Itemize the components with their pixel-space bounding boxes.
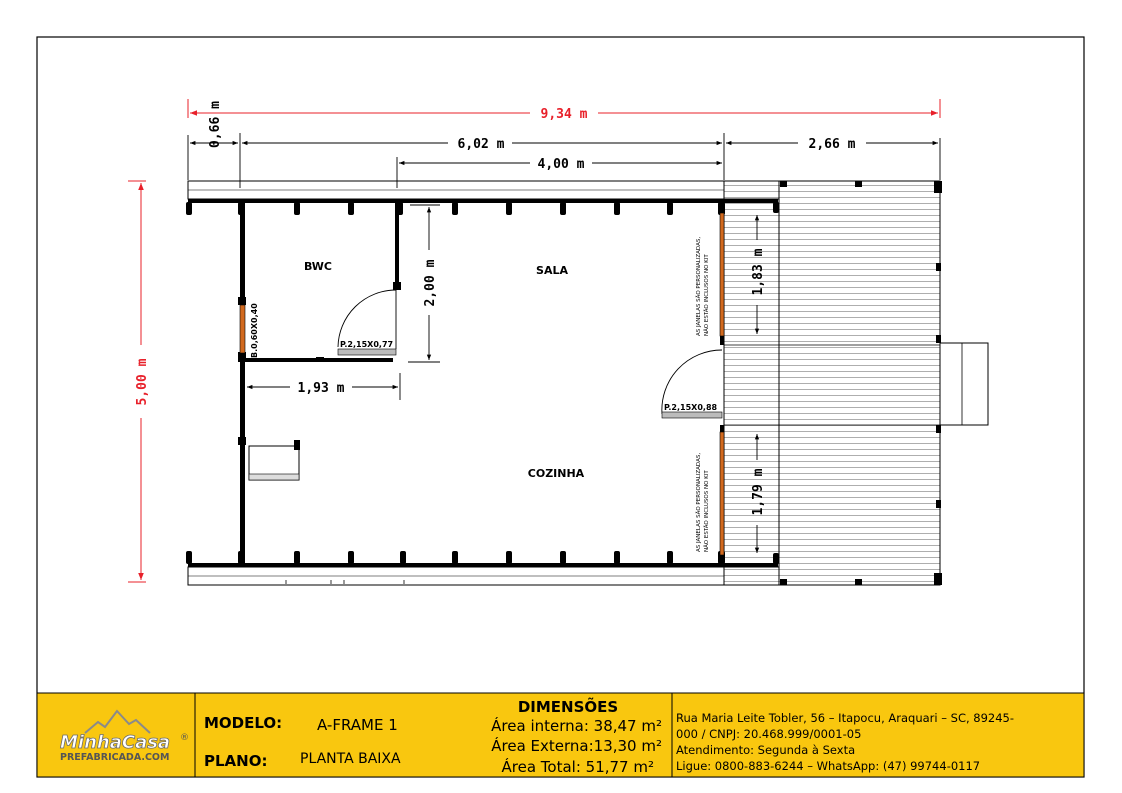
area-interna: Área interna: 38,47 m² xyxy=(491,717,662,735)
dim-window-upper: 1,83 m xyxy=(751,248,766,296)
dim-total-depth: 5,00 m xyxy=(135,358,150,406)
entry-steps xyxy=(940,343,988,425)
dim-bwc-width: 1,93 m xyxy=(297,381,345,396)
room-sala: SALA xyxy=(536,264,568,277)
roof-eaves xyxy=(188,181,779,585)
logo-sub: PREFABRICADA.COM xyxy=(60,752,170,763)
area-total: Área Total: 51,77 m² xyxy=(501,758,654,776)
dim-total-width: 9,34 m xyxy=(540,107,588,122)
walls xyxy=(186,199,779,567)
window-note-lower-2: NÃO ESTÃO INCLUSOS NO KIT xyxy=(704,470,710,552)
kitchen-counter xyxy=(249,440,300,480)
plano-value: PLANTA BAIXA xyxy=(300,751,401,767)
window-upper xyxy=(720,213,724,336)
main-door-label: P.2,15X0,88 xyxy=(664,403,718,412)
address-line2: 000 / CNPJ: 20.468.999/0001-05 xyxy=(676,727,862,741)
room-bwc: BWC xyxy=(304,260,332,273)
dim-window-lower: 1,79 m xyxy=(751,468,766,516)
window-note-lower-1: AS JANELAS SÃO PERSONALIZADAS, xyxy=(696,452,702,552)
plano-label: PLANO: xyxy=(204,752,268,770)
contact: Ligue: 0800-883-6244 – WhatsApp: (47) 99744-0117 xyxy=(676,759,981,773)
modelo-label: MODELO: xyxy=(204,714,283,732)
logo-registered: ® xyxy=(180,733,189,743)
window-lower xyxy=(720,432,724,555)
area-externa: Área Externa:13,30 m² xyxy=(491,737,662,755)
window-note-upper-2: NÃO ESTÃO INCLUSOS NO KIT xyxy=(704,254,710,336)
bwc-door-label: P.2,15X0,77 xyxy=(340,340,394,349)
bwc-window xyxy=(240,305,245,353)
dim-interior-width: 6,02 m xyxy=(457,137,505,152)
modelo-value: A-FRAME 1 xyxy=(317,716,398,734)
dim-sala-width: 4,00 m xyxy=(537,157,585,172)
attendance: Atendimento: Segunda à Sexta xyxy=(676,743,856,757)
title-block xyxy=(37,693,1084,777)
bwc-window-label: B.0,60X0,40 xyxy=(250,303,259,358)
address-line1: Rua Maria Leite Tobler, 56 – Itapocu, Araquari – SC, 89245- xyxy=(676,711,1015,725)
room-cozinha: COZINHA xyxy=(527,467,585,480)
dimensoes-title: DIMENSÕES xyxy=(517,698,619,716)
dim-porch-offset: 0,66 m xyxy=(208,101,223,148)
logo-text: MinhaCasa xyxy=(60,732,171,753)
deck xyxy=(724,181,942,585)
dim-deck-width: 2,66 m xyxy=(808,137,856,152)
window-note-upper-1: AS JANELAS SÃO PERSONALIZADAS, xyxy=(696,236,702,336)
dim-bwc-height: 2,00 m xyxy=(423,259,438,307)
